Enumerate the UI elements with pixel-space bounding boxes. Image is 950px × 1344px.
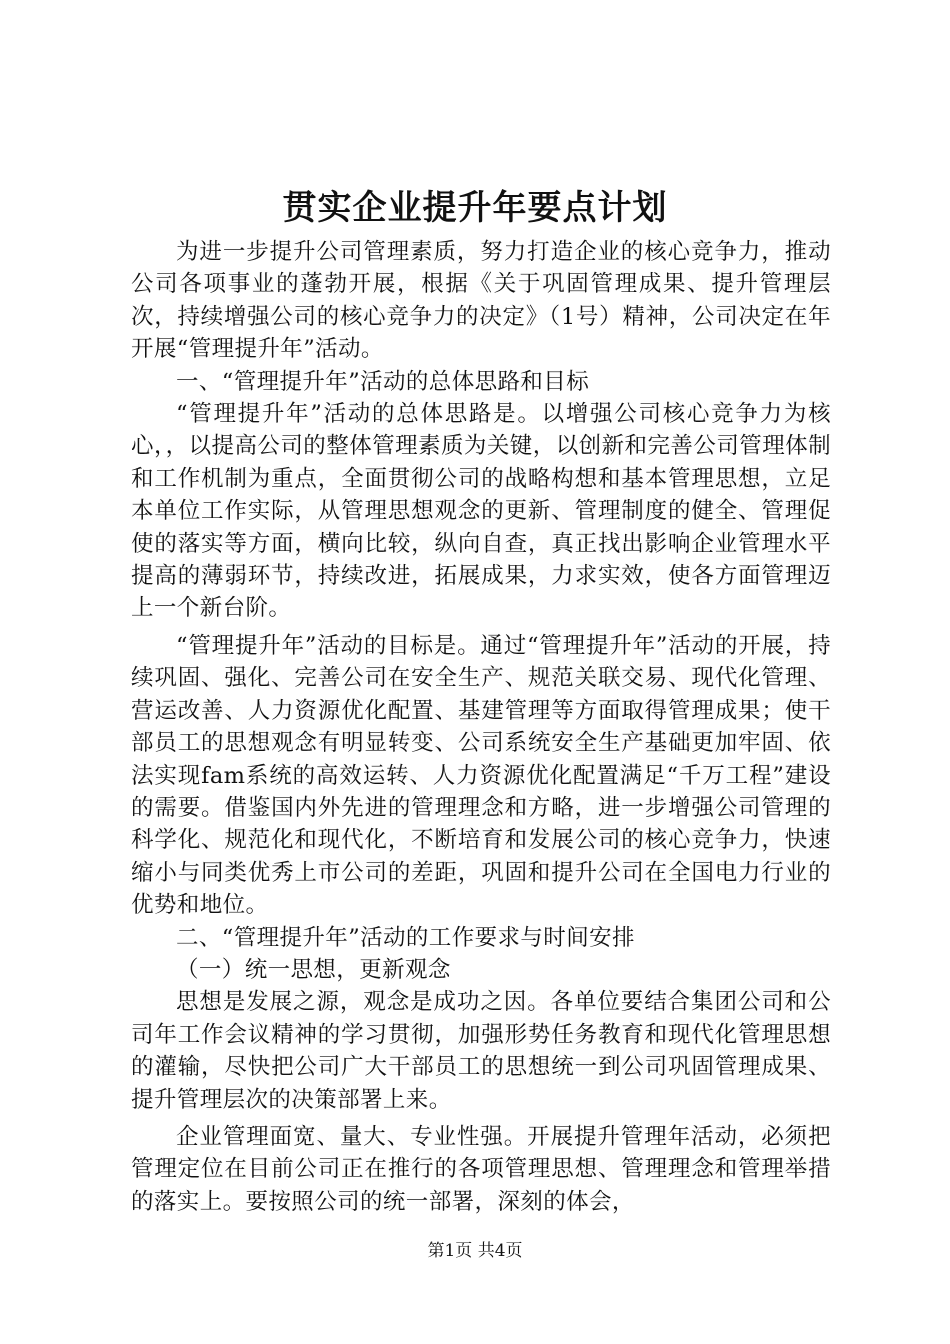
section-heading-2: 二、“管理提升年”活动的工作要求与时间安排 <box>176 924 635 951</box>
paragraph-intro: 为进一步提升公司管理素质，努力打造企业的核心竞争力，推动公司各项事业的蓬勃开展，根据《关于巩固管理成果、提升管理层次，持续增强公司的核心竞争力的决定》（1号）精神，公司决定在年开展“管理提升年”活动。 <box>131 239 831 363</box>
document-body <box>131 236 831 1218</box>
section-heading-1: 一、“管理提升年”活动的总体思路和目标 <box>176 368 590 395</box>
subsection-heading-1: （一）统一思想，更新观念 <box>176 956 451 983</box>
paragraph-goals: “管理提升年”活动的目标是。通过“管理提升年”活动的开展，持续巩固、强化、完善公司在安全生产、规范关联交易、现代化管理、营运改善、人力资源优化配置、基建管理等方面取得管理成果；使干部员工的思想观念有明显转变、公司系统安全生产基础更加牢固、依法实现fam系统的高效运转、人力资源优化配置满足“千万工程”建设的需要。借鉴国内外先进的管理理念和方略，进一步增强公司管理的科学化、规范化和现代化，不断培育和发展公司的核心竞争力，快速缩小与同类优秀上市公司的差距，巩固和提升公司在全国电力行业的优势和地位。 <box>131 632 831 919</box>
page-footer: 第1页 共4页 <box>427 1241 523 1261</box>
paragraph-management: 企业管理面宽、量大、专业性强。开展提升管理年活动，必须把管理定位在目前公司正在推行的各项管理思想、管理理念和管理举措的落实上。要按照公司的统一部署，深刻的体会， <box>131 1123 831 1215</box>
document-title: 贯实企业提升年要点计划 <box>282 188 668 228</box>
paragraph-overall-approach: “管理提升年”活动的总体思路是。以增强公司核心竞争力为核心，，以提高公司的整体管理素质为关键，以创新和完善公司管理体制和工作机制为重点，全面贯彻公司的战略构想和基本管理思想，立足本单位工作实际，从管理思想观念的更新、管理制度的健全、管理促使的落实等方面，横向比较，纵向自查，真正找出影响企业管理水平提高的薄弱环节，持续改进，拓展成果，力求实效，使各方面管理迈上一个新台阶。 <box>131 401 831 622</box>
paragraph-thinking: 思想是发展之源，观念是成功之因。各单位要结合集团公司和公司年工作会议精神的学习贯彻，加强形势任务教育和现代化管理思想的灌输，尽快把公司广大干部员工的思想统一到公司巩固管理成果、提升管理层次的决策部署上来。 <box>131 989 831 1113</box>
